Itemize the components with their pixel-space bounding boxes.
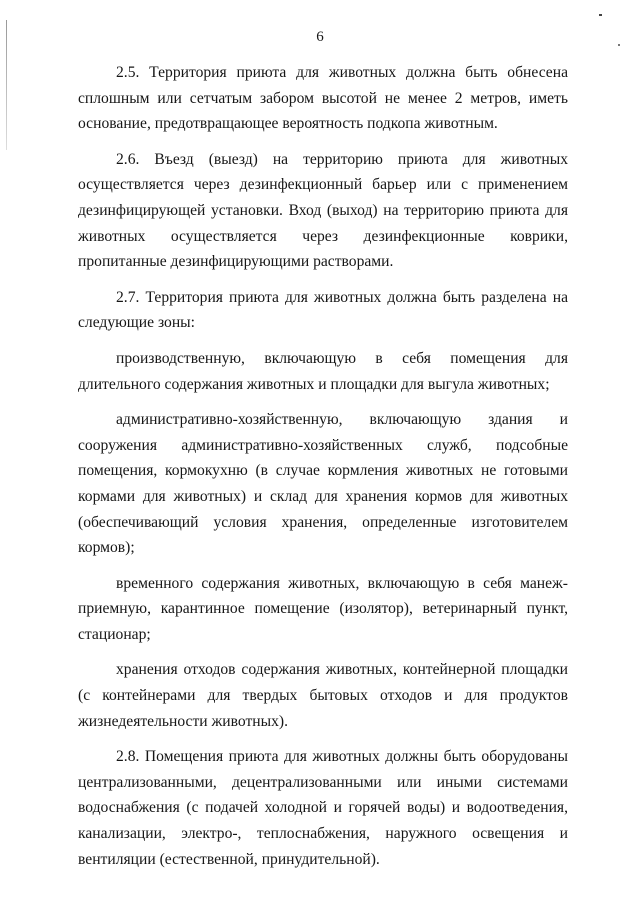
page-number: 6 xyxy=(316,29,324,45)
paragraph-2-5: 2.5. Территория приюта для животных должна быть обнесена сплошным или сетчатым забором высотой не менее 2 метров, иметь основание, предотвращающее вероятность подкопа животным. xyxy=(78,64,568,133)
zone-administrative: административно-хозяйственную, включающую здания и сооружения административно-хозяйственных служб, подсобные помещения, кормокухню (в случае кормления животных не готовыми кормами для животных) и склад для хранения кормов для животных (обеспечивающий условия хранения, определенные изготовителем кормов); xyxy=(78,411,568,557)
zone-production: производственную, включающую в себя помещения для длительного содержания животных и площадки для выгула животных; xyxy=(78,349,568,393)
document-body xyxy=(78,60,568,872)
zone-waste-storage: хранения отходов содержания животных, контейнерной площадки (с контейнерами для твердых бытовых отходов и для продуктов жизнедеятельности животных). xyxy=(78,661,568,730)
paragraph-2-7: 2.7. Территория приюта для животных должна быть разделена на следующие зоны: xyxy=(78,288,568,332)
scan-speck xyxy=(599,14,602,16)
paragraph-2-6: 2.6. Въезд (выезд) на территорию приюта для животных осуществляется через дезинфекционный барьер или с применением дезинфицирующей установки. Вход (выход) на территорию приюта для животных осуществляется через дезинфекционные коврики, пропитанные дезинфицирующими растворами. xyxy=(78,150,568,271)
zone-temporary-housing: временного содержания животных, включающую в себя манеж-приемную, карантинное помещение (изолятор), ветеринарный пункт, стационар; xyxy=(78,574,568,643)
paragraph-2-8: 2.8. Помещения приюта для животных должны быть оборудованы централизованными, децентрализованными или иными системами водоснабжения (с подачей холодной и горячей воды) и водоотведения, канализации, электро-, теплоснабжения, наружного освещения и вентиляции (естественной, принудительной). xyxy=(78,748,568,868)
